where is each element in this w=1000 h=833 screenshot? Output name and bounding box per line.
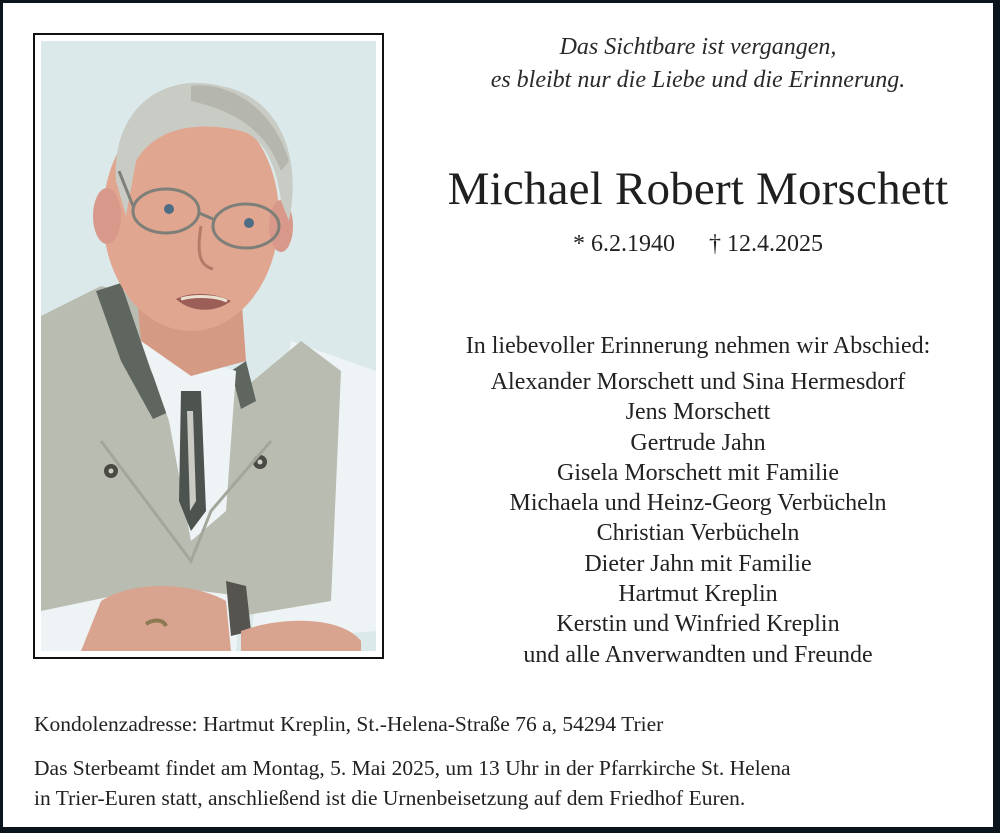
- motto-line-2: es bleibt nur die Liebe und die Erinnerung.: [490, 67, 906, 93]
- obituary-card: [3, 3, 997, 827]
- mourner-item: und alle Anverwandten und Freunde: [523, 641, 873, 668]
- mourner-item: Michaela und Heinz-Georg Verbücheln: [509, 490, 887, 517]
- mourner-item: Hartmut Kreplin: [618, 581, 778, 608]
- mourner-item: Kerstin und Winfried Kreplin: [556, 611, 840, 638]
- mourner-item: Gisela Morschett mit Familie: [557, 459, 839, 486]
- funeral-service-info: [34, 753, 974, 813]
- mourner-item: Gertrude Jahn: [630, 429, 766, 456]
- mourner-item: Alexander Morschett und Sina Hermesdorf: [490, 369, 906, 395]
- farewell-heading: In liebevoller Erinnerung nehmen wir Abschied:: [465, 333, 931, 359]
- portrait-photo: [41, 41, 376, 651]
- motto: [403, 31, 993, 97]
- mourner-item: Dieter Jahn mit Familie: [584, 550, 812, 577]
- portrait-illustration: [41, 41, 376, 651]
- life-dates: [403, 229, 993, 259]
- mourner-item: Jens Morschett: [625, 399, 771, 426]
- service-line-1: Das Sterbeamt findet am Montag, 5. Mai 2025, um 13 Uhr in der Pfarrkirche St. Helena: [34, 756, 791, 780]
- birth-date: * 6.2.1940: [573, 231, 675, 257]
- service-line-2: in Trier-Euren statt, anschließend ist die Urnenbeisetzung auf dem Friedhof Euren.: [34, 786, 746, 810]
- motto-line-1: Das Sichtbare ist vergangen,: [559, 34, 837, 60]
- photo-frame: [33, 33, 384, 659]
- mourners-list: [403, 367, 993, 670]
- deceased-name: Michael Robert Morschett: [447, 163, 949, 215]
- condolence-address: Kondolenzadresse: Hartmut Kreplin, St.-Helena-Straße 76 a, 54294 Trier: [34, 712, 664, 736]
- mourner-item: Christian Verbücheln: [596, 520, 800, 547]
- death-date: † 12.4.2025: [709, 231, 823, 257]
